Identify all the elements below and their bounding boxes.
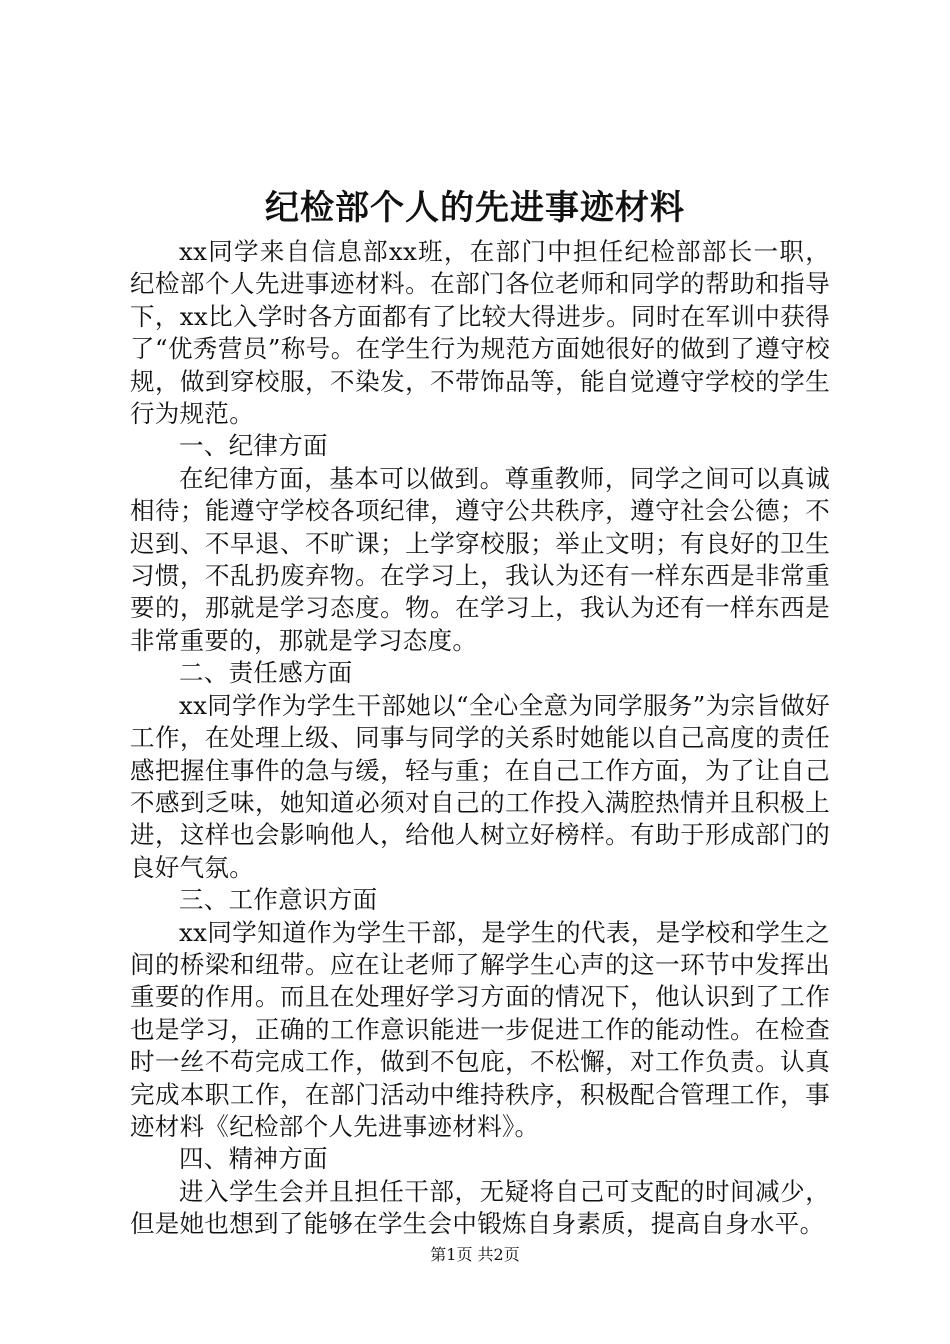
discipline-paragraph: 在纪律方面，基本可以做到。尊重教师，同学之间可以真诚相待；能遵守学校各项纪律，遵守公共秩序，遵守社会公德；不迟到、不早退、不旷课；上学穿校服；举止文明；有良好的卫生习惯，不乱扔废弃物。在学习上，我认为还有一样东西是非常重要的，那就是学习态度。物。在学习上，我认为还有一样东西是非常重要的，那就是学习态度。 (130, 463, 830, 655)
page-number-footer: 第1页 共2页 (430, 1245, 520, 1264)
section-heading-responsibility: 二、责任感方面 (179, 658, 353, 688)
document-body (130, 236, 830, 1241)
spirit-paragraph: 进入学生会并且担任干部，无疑将自己可支配的时间减少，但是她也想到了能够在学生会中锻炼自身素质，提高自身水平。 (130, 1176, 830, 1239)
responsibility-paragraph: xx同学作为学生干部她以“全心全意为同学服务”为宗旨做好工作，在处理上级、同事与同学的关系时她能以自己高度的责任感把握住事件的急与缓，轻与重；在自己工作方面，为了让自己不感到乏味，她知道必须对自己的工作投入满腔热情并且积极上进，这样也会影响他人，给他人树立好榜样。有助于形成部门的良好气氛。 (130, 690, 830, 882)
document-title: 纪检部个人的先进事迹材料 (265, 188, 685, 228)
section-heading-work-awareness: 三、工作意识方面 (179, 885, 378, 915)
section-heading-spirit: 四、精神方面 (179, 1144, 328, 1174)
intro-paragraph: xx同学来自信息部xx班，在部门中担任纪检部部长一职，纪检部个人先进事迹材料。在部门各位老师和同学的帮助和指导下，xx比入学时各方面都有了比较大得进步。同时在军训中获得了“优秀营员”称号。在学生行为规范方面她很好的做到了遵守校规，做到穿校服，不染发，不带饰品等，能自觉遵守学校的学生行为规范。 (130, 237, 830, 429)
section-heading-discipline: 一、纪律方面 (179, 431, 328, 461)
work-awareness-paragraph: xx同学知道作为学生干部，是学生的代表，是学校和学生之间的桥梁和纽带。应在让老师了解学生心声的这一环节中发挥出重要的作用。而且在处理好学习方面的情况下，他认识到了工作也是学习，正确的工作意识能进一步促进工作的能动性。在检查时一丝不苟完成工作，做到不包庇，不松懈，对工作负责。认真完成本职工作，在部门活动中维持秩序，积极配合管理工作，事迹材料《纪检部个人先进事迹材料》。 (130, 917, 830, 1141)
